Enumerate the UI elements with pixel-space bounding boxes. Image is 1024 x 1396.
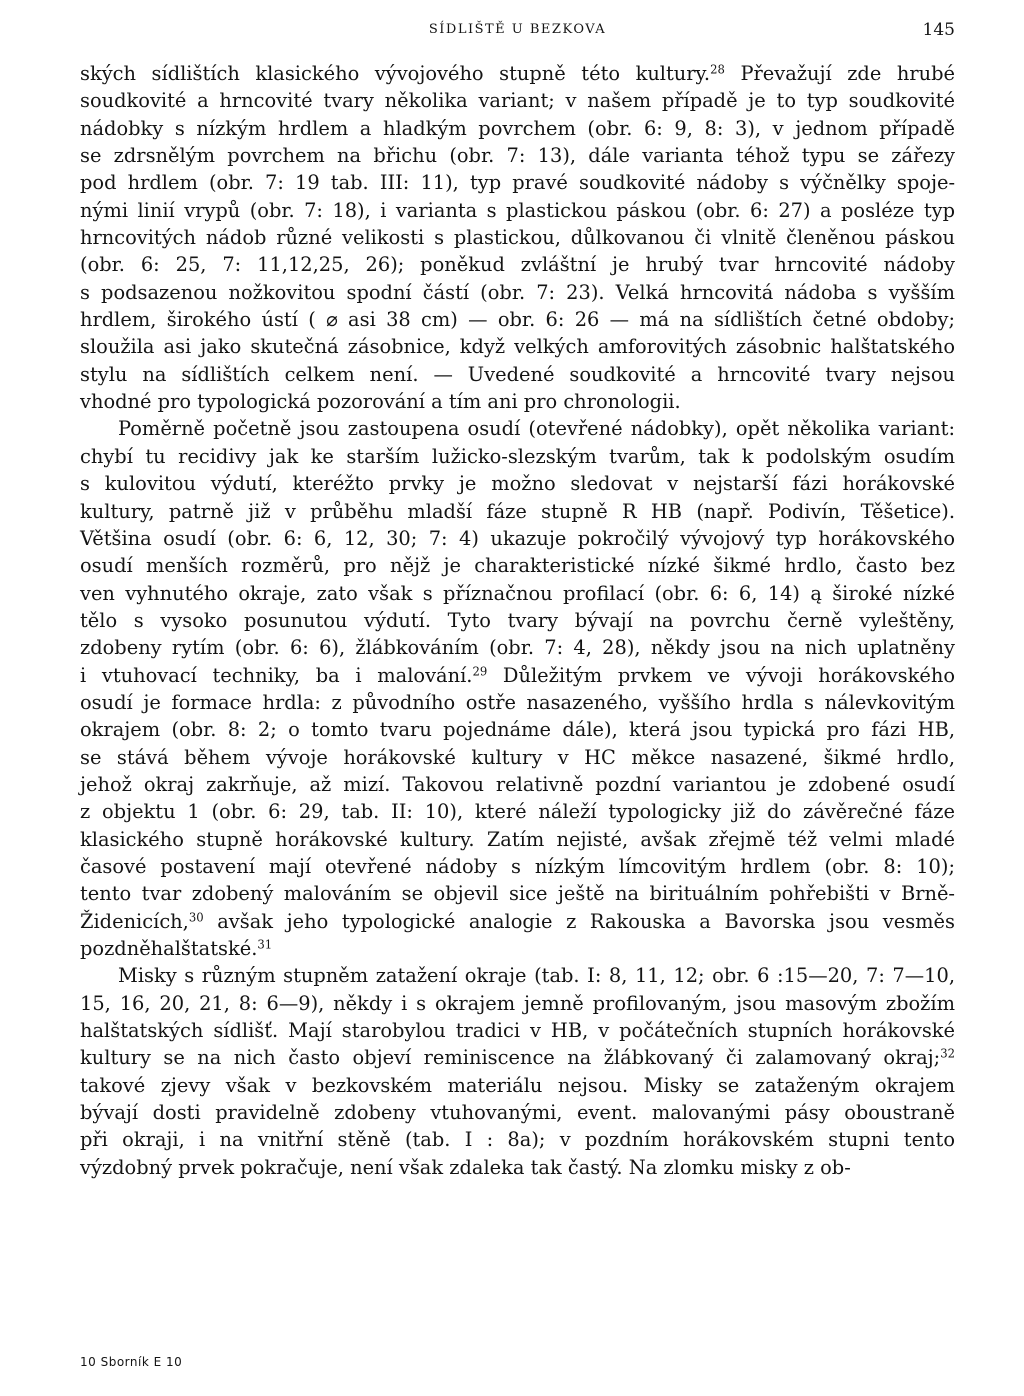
- text-run: s podsazenou nožkovitou spodní částí (obr. 7: 23). Velká hrncovitá nádoba s vyšším: [80, 280, 955, 304]
- running-head: [80, 20, 955, 42]
- text-line: [80, 361, 955, 388]
- text-line: [80, 744, 955, 771]
- text-line: [80, 552, 955, 579]
- text-line: [80, 607, 955, 634]
- text-line: [80, 197, 955, 224]
- text-line: [80, 115, 955, 142]
- text-run: Misky s různým stupněm zatažení okraje (tab. I: 8, 11, 12; obr. 6 :15—20, 7: 7—10,: [118, 964, 955, 988]
- text-run: pod hrdlem (obr. 7: 19 tab. III: 11), typ pravé soudkovité nádoby s výčnělky spoje-: [80, 171, 955, 195]
- text-line: [80, 962, 955, 989]
- footnote-ref: 32: [940, 1046, 955, 1061]
- text-line: [80, 251, 955, 278]
- text-run: i vtuhovací techniky, ba i malování.: [80, 663, 473, 687]
- footnote-ref: 29: [472, 664, 488, 679]
- text-run: ských sídlištích klasického vývojového stupně této kultury.: [80, 62, 711, 85]
- text-run: ven vyhnutého okraje, zato však s příznačnou profilací (obr. 6: 6, 14) ą široké nízké: [80, 581, 955, 605]
- footnote-ref: 30: [188, 910, 204, 925]
- page-number: 145: [922, 20, 955, 40]
- text-line: [80, 771, 955, 798]
- text-line: [80, 1017, 955, 1044]
- body-text: [80, 60, 955, 1181]
- text-run: se zdrsnělým povrchem na břichu (obr. 7: 13), dále varianta téhož typu se zářezy: [80, 144, 955, 168]
- text-line: [80, 1072, 955, 1099]
- text-run: (obr. 6: 25, 7: 11,12,25, 26); poněkud zvláštní je hrubý tvar hrncovité nádoby: [80, 253, 955, 277]
- text-line: [80, 306, 955, 333]
- text-run: takové zjevy však v bezkovském materiálu nejsou. Misky se zataženým okrajem: [80, 1073, 955, 1097]
- text-line: [80, 224, 955, 251]
- text-line: [80, 853, 955, 880]
- paragraph: [80, 962, 955, 1181]
- text-line: [80, 279, 955, 306]
- text-line: [80, 634, 955, 661]
- text-run: avšak jeho typologické analogie z Rakouska a Bavorska jsou vesměs: [203, 909, 955, 933]
- text-run: vhodné pro typologická pozorování a tím ani pro chronologii.: [80, 390, 681, 414]
- text-run: sloužila asi jako skutečná zásobnice, když velkých amforovitých zásobnic halštatského: [80, 335, 955, 359]
- text-line: [80, 525, 955, 552]
- text-run: zdobeny rytím (obr. 6: 6), žlábkováním (obr. 7: 4, 28), někdy jsou na nich uplatněny: [80, 636, 955, 660]
- text-line: [80, 60, 955, 87]
- text-run: bývají dosti pravidelně zdobeny vtuhovanými, event. malovanými pásy oboustraně: [80, 1101, 955, 1125]
- text-line: [80, 798, 955, 825]
- paragraph: [80, 415, 955, 962]
- text-line: [80, 87, 955, 114]
- text-run: hrdlem, širokého ústí ( ⌀ asi 38 cm) — obr. 6: 26 — má na sídlištích četné obdoby;: [80, 308, 955, 332]
- text-line: [80, 908, 955, 935]
- text-line: [80, 443, 955, 470]
- text-run: z objektu 1 (obr. 6: 29, tab. II: 10), které náleží typologicky již do závěrečné fáze: [80, 800, 955, 824]
- text-run: tělo s vysoko posunutou výdutí. Tyto tvary bývají na povrchu černě vyleštěny,: [80, 608, 955, 632]
- text-line: [80, 990, 955, 1017]
- text-line: [80, 1044, 955, 1071]
- text-run: 15, 16, 20, 21, 8: 6—9), někdy i s okrajem jemně profilovaným, jsou masovým zbožím: [80, 991, 955, 1015]
- text-line: [80, 689, 955, 716]
- text-line: [80, 1099, 955, 1126]
- text-line: [80, 333, 955, 360]
- text-run: Poměrně početně jsou zastoupena osudí (otevřené nádobky), opět několika variant:: [118, 417, 955, 441]
- text-line: [80, 1126, 955, 1153]
- text-run: soudkovité a hrncovité tvary několika variant; v našem případě je to typ soudkovité: [80, 89, 955, 113]
- text-line: [80, 169, 955, 196]
- text-run: hrncovitých nádob různé velikosti s plastickou, důlkovanou či vlnitě členěnou páskou: [80, 226, 955, 250]
- text-line: [80, 826, 955, 853]
- text-line: [80, 388, 955, 415]
- text-line: [80, 142, 955, 169]
- text-run: Převažují zde hrubé: [724, 62, 955, 85]
- text-run: halštatských sídlišť. Mají starobylou tradici v HB, v počátečních stupních horákovské: [80, 1019, 955, 1043]
- text-run: časové postavení mají otevřené nádoby s nízkým límcovitým hrdlem (obr. 8: 10);: [80, 854, 955, 878]
- text-run: kultury, patrně již v průběhu mladší fáze stupně R HB (např. Podivín, Těšetice).: [80, 499, 955, 523]
- signature-mark: 10 Sborník E 10: [80, 1355, 183, 1369]
- footnote-ref: 28: [710, 62, 725, 77]
- text-run: pozdněhalštatské.: [80, 937, 258, 960]
- text-run: osudí je formace hrdla: z původního ostře nasazeného, vyššího hrdla s nálevkovitým: [80, 690, 955, 714]
- text-run: Židenicích,: [80, 909, 189, 933]
- footnote-ref: 31: [257, 937, 273, 952]
- text-line: [80, 470, 955, 497]
- text-run: okrajem (obr. 8: 2; o tomto tvaru pojednáme dále), která jsou typická pro fázi HB,: [80, 718, 955, 742]
- text-run: výzdobný prvek pokračuje, není však zdaleka tak častý. Na zlomku misky z ob-: [80, 1155, 851, 1179]
- text-run: klasického stupně horákovské kultury. Zatím nejisté, avšak zřejmě též velmi mladé: [80, 827, 955, 851]
- text-line: [80, 935, 955, 962]
- text-line: [80, 580, 955, 607]
- text-run: s kulovitou výdutí, kteréžto prvky je možno sledovat v nejstarší fázi horákovské: [80, 472, 955, 496]
- text-run: kultury se na nich často objeví reminiscence na žlábkovaný či zalamovaný okraj;: [80, 1046, 941, 1070]
- text-run: jehož okraj zakrňuje, až mizí. Takovou relativně pozdní variantou je zdobené osudí: [80, 772, 955, 796]
- text-line: [80, 415, 955, 442]
- text-run: se stává během vývoje horákovské kultury v HC měkce nasazené, šikmé hrdlo,: [80, 745, 955, 769]
- text-line: [80, 880, 955, 907]
- text-run: osudí menších rozměrů, pro nějž je charakteristické nízké šikmé hrdlo, často bez: [80, 554, 955, 578]
- text-line: [80, 498, 955, 525]
- running-title: SÍDLIŠTĚ U BEZKOVA: [428, 22, 607, 37]
- text-run: nými linií vrypů (obr. 7: 18), i varianta s plastickou páskou (obr. 6: 27) a posléze typ: [80, 198, 955, 222]
- text-run: Většina osudí (obr. 6: 6, 12, 30; 7: 4) ukazuje pokročilý vývojový typ horákovského: [80, 526, 955, 550]
- text-run: nádobky s nízkým hrdlem a hladkým povrchem (obr. 6: 9, 8: 3), v jednom případě: [80, 116, 955, 140]
- text-run: tento tvar zdobený malováním se objevil sice ještě na birituálním pohřebišti v Brně-: [80, 882, 955, 906]
- text-run: při okraji, i na vnitřní stěně (tab. I : 8a); v pozdním horákovském stupni tento: [80, 1128, 955, 1152]
- text-run: chybí tu recidivy jak ke starším lužicko-slezským tvarům, tak k podolským osudím: [80, 444, 955, 468]
- text-run: stylu na sídlištích celkem není. — Uvedené soudkovité a hrncovité tvary nejsou: [80, 362, 955, 386]
- text-line: [80, 1154, 955, 1181]
- text-line: [80, 662, 955, 689]
- paragraph: [80, 60, 955, 415]
- text-line: [80, 716, 955, 743]
- text-run: Důležitým prvkem ve vývoji horákovského: [487, 663, 955, 687]
